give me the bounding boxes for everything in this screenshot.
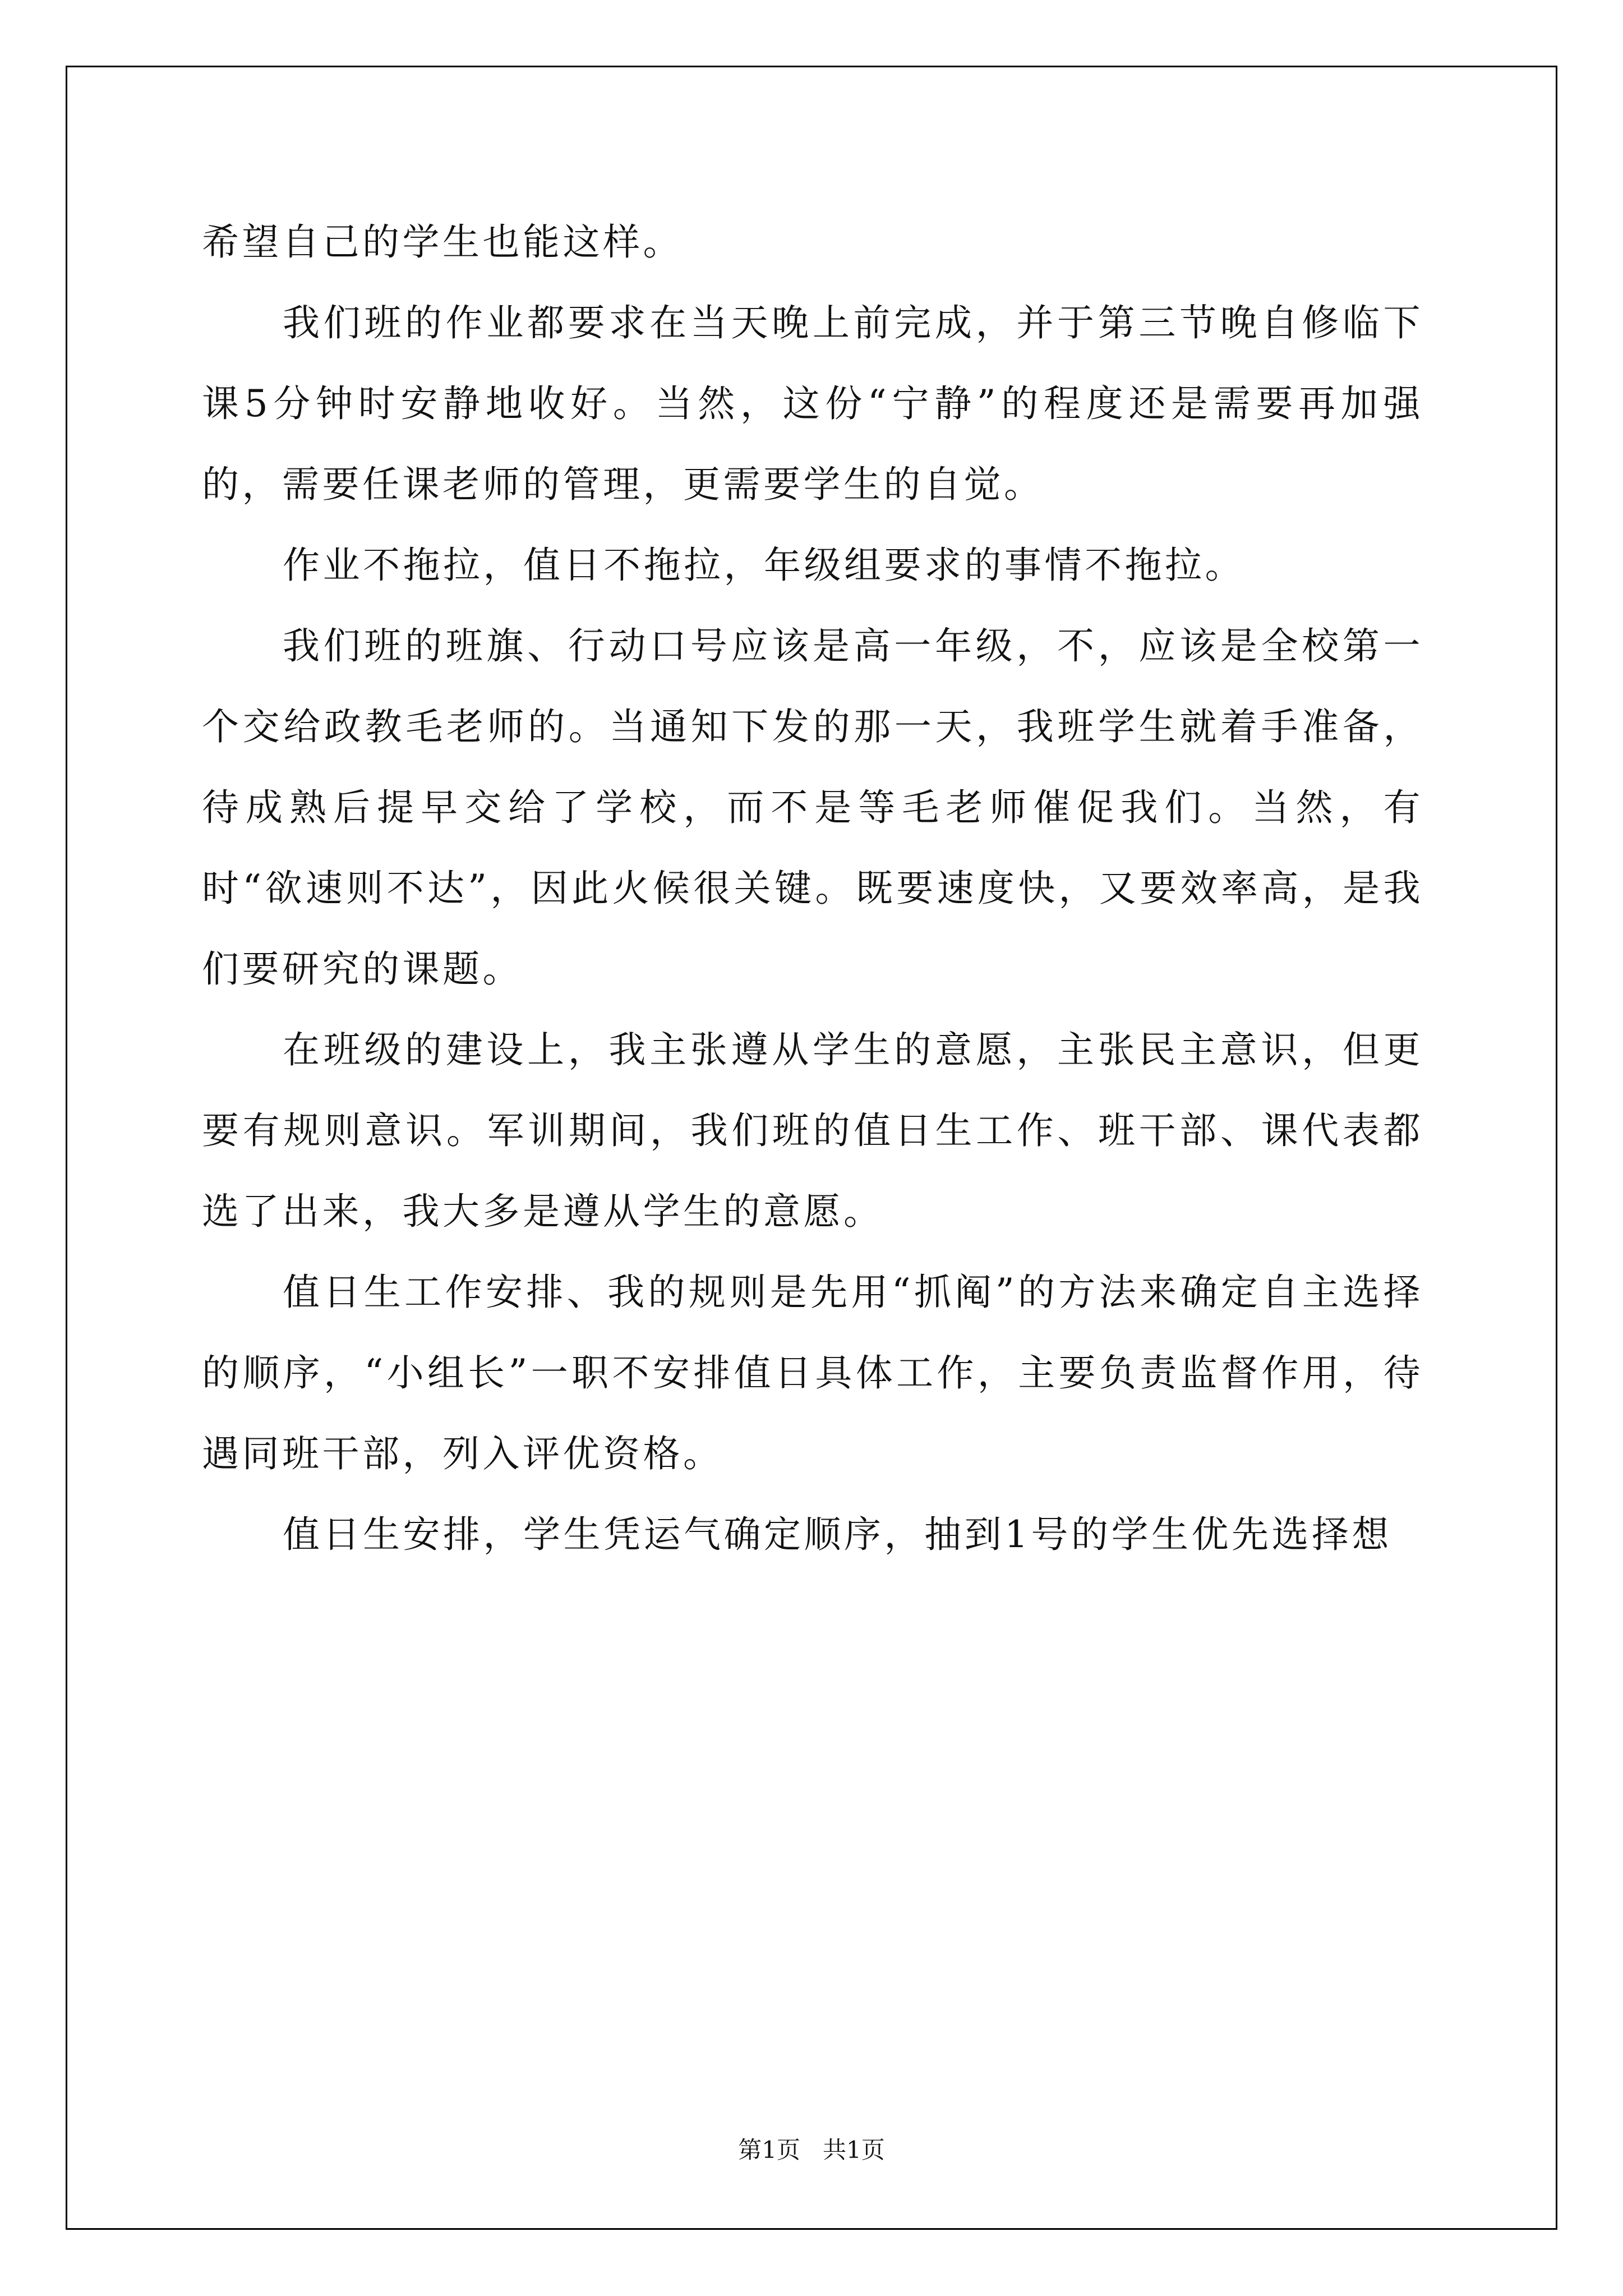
page-number-footer: 第1页 共1页	[738, 2136, 885, 2164]
paragraph-duty-rules: 值日生工作安排、我的规则是先用“抓阄”的方法来确定自主选择的顺序，“小组长”一职不安排值日具体工作，主要负责监督作用，待遇同班干部，列入评优资格。	[202, 1271, 1423, 1475]
paragraph-no-delay: 作业不拖拉，值日不拖拉，年级组要求的事情不拖拉。	[283, 544, 1245, 587]
document-body	[202, 202, 1423, 1575]
paragraph-class-flag: 我们班的班旗、行动口号应该是高一年级，不，应该是全校第一个交给政教毛老师的。当通知下发的那一天，我班学生就着手准备，待成熟后提早交给了学校，而不是等毛老师催促我们。当然，有时“欲速则不达”，因此火候很关键。既要速度快，又要效率高，是我们要研究的课题。	[202, 624, 1423, 991]
paragraph-homework: 我们班的作业都要求在当天晚上前完成，并于第三节晚自修临下课5分钟时安静地收好。当然，这份“宁静”的程度还是需要再加强的，需要任课老师的管理，更需要学生的自觉。	[202, 301, 1423, 506]
paragraph-continuation: 希望自己的学生也能这样。	[202, 220, 683, 264]
paragraph-class-building: 在班级的建设上，我主张遵从学生的意愿，主张民主意识，但更要有规则意识。军训期间，我们班的值日生工作、班干部、课代表都选了出来，我大多是遵从学生的意愿。	[202, 1028, 1423, 1233]
paragraph-duty-order: 值日生安排，学生凭运气确定顺序，抽到1号的学生优先选择想	[283, 1513, 1392, 1556]
